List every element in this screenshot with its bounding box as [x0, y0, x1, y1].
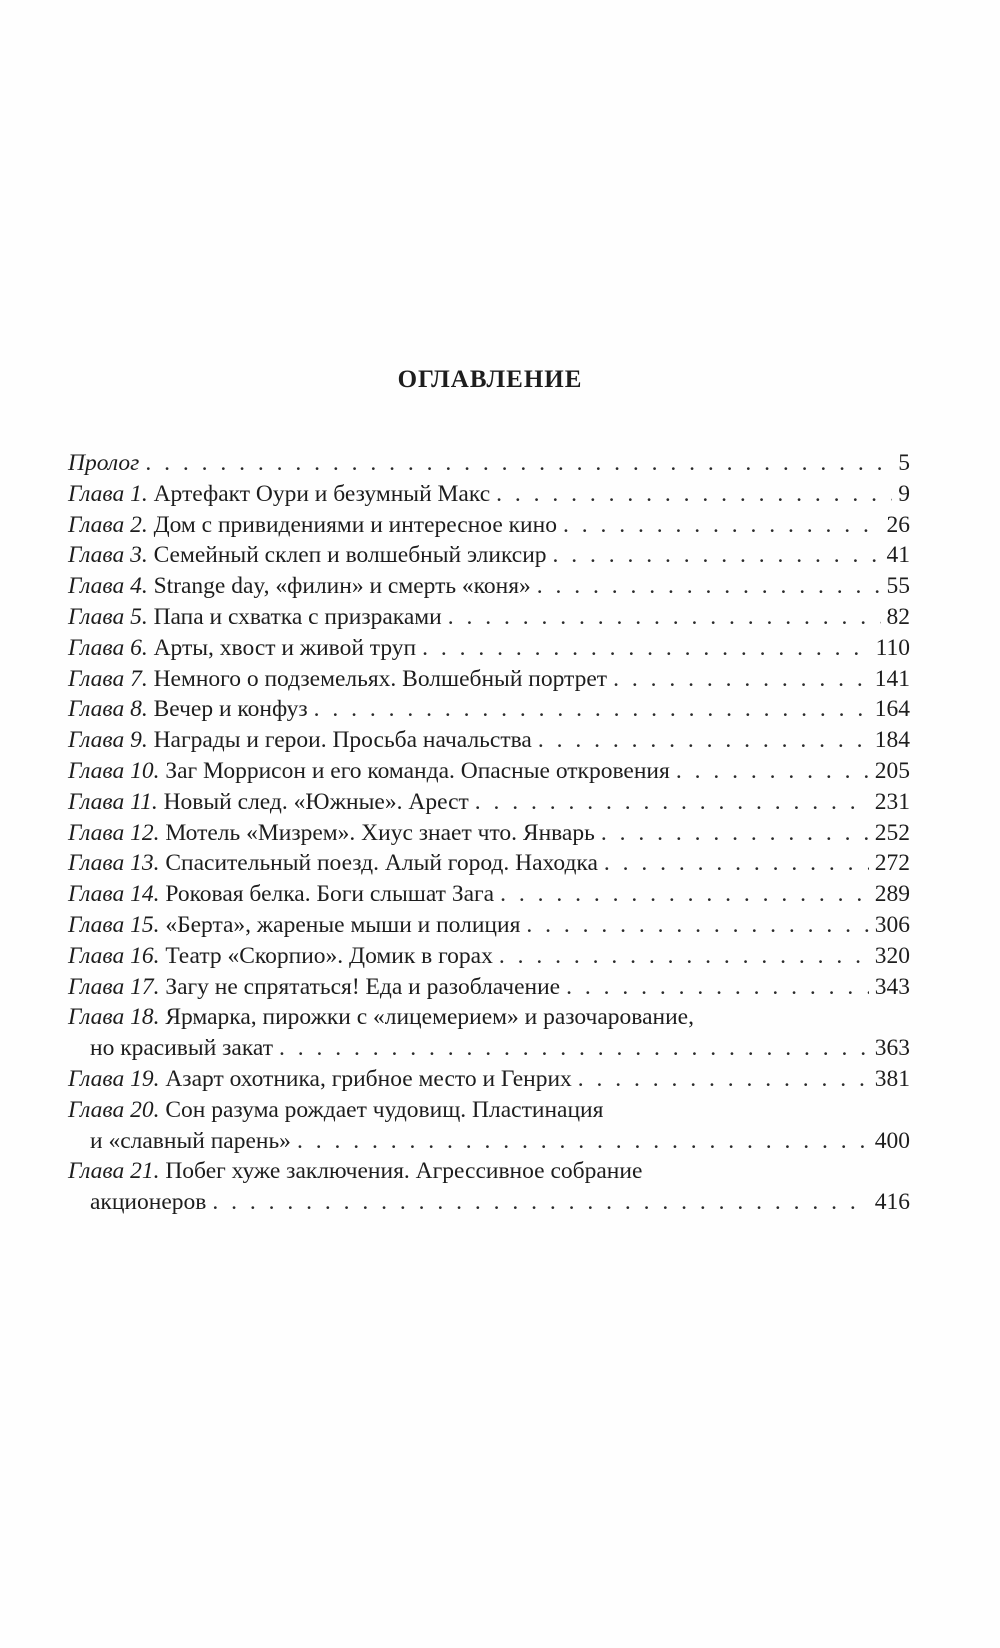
chapter-title-continuation: и «славный парень»	[90, 1127, 291, 1154]
toc-entry	[68, 818, 910, 849]
chapter-label: Глава 14.	[68, 881, 160, 908]
chapter-label: Глава 19.	[68, 1065, 160, 1092]
chapter-title: Артефакт Оури и безумный Макс	[153, 480, 491, 507]
chapter-title: Семейный склеп и волшебный эликсир	[153, 542, 547, 569]
chapter-title: Роковая белка. Боги слышат Зага	[165, 881, 495, 908]
page-number: 110	[875, 634, 910, 661]
chapter-label: Глава 17.	[68, 973, 160, 1000]
page-number: 164	[874, 696, 910, 723]
dot-leader	[604, 848, 869, 879]
toc-entry	[68, 510, 910, 541]
toc-entry	[68, 787, 910, 818]
chapter-title: Вечер и конфуз	[153, 696, 308, 723]
page-number: 252	[874, 819, 910, 846]
chapter-title: Побег хуже заключения. Агрессивное собрание	[165, 1158, 643, 1185]
dot-leader	[314, 694, 869, 725]
chapter-title: Награды и герои. Просьба начальства	[153, 727, 532, 754]
page-number: 231	[874, 788, 910, 815]
chapter-title: Ярмарка, пирожки с «лицемерием» и разочарование,	[165, 1004, 694, 1031]
toc-entry	[68, 633, 910, 664]
chapter-title: Новый след. «Южные». Арест	[163, 788, 469, 815]
chapter-label: Глава 21.	[68, 1158, 160, 1185]
chapter-label: Глава 20.	[68, 1096, 160, 1123]
chapter-label: Глава 5.	[68, 603, 148, 630]
chapter-title: Театр «Скорпио». Домик в горах	[165, 942, 493, 969]
chapter-title: Дом с привидениями и интересное кино	[153, 511, 557, 538]
toc-entry	[68, 664, 910, 695]
chapter-label: Глава 15.	[68, 911, 160, 938]
chapter-title: Заг Моррисон и его команда. Опасные откровения	[165, 757, 670, 784]
chapter-label: Глава 3.	[68, 542, 148, 569]
chapter-label: Глава 4.	[68, 573, 148, 600]
toc-entry	[68, 540, 910, 571]
dot-leader	[563, 510, 881, 541]
chapter-label: Глава 11.	[68, 788, 158, 815]
toc-entry	[68, 910, 910, 941]
dot-leader	[537, 571, 881, 602]
chapter-title: Strange day, «филин» и смерть «коня»	[153, 573, 531, 600]
chapter-title: Арты, хвост и живой труп	[153, 634, 417, 661]
chapter-label: Глава 9.	[68, 727, 148, 754]
page-number: 306	[874, 911, 910, 938]
dot-leader	[553, 540, 881, 571]
page-number: 320	[874, 942, 910, 969]
dot-leader	[212, 1187, 868, 1218]
chapter-label: Глава 18.	[68, 1004, 160, 1031]
chapter-title: Азарт охотника, грибное место и Генрих	[165, 1065, 572, 1092]
page-number: 184	[874, 727, 910, 754]
page-number: 416	[874, 1189, 910, 1216]
dot-leader	[538, 725, 869, 756]
dot-leader	[500, 879, 869, 910]
toc-entry	[68, 941, 910, 972]
chapter-label: Глава 7.	[68, 665, 148, 692]
chapter-label: Глава 2.	[68, 511, 148, 538]
dot-leader	[145, 448, 892, 479]
page-number: 26	[886, 511, 910, 538]
toc-entry	[68, 756, 910, 787]
toc-entry	[68, 725, 910, 756]
page-number: 141	[874, 665, 910, 692]
chapter-label: Глава 10.	[68, 757, 160, 784]
dot-leader	[499, 941, 869, 972]
chapter-label: Глава 1.	[68, 480, 148, 507]
toc-entry	[68, 1064, 910, 1095]
toc-entry	[68, 479, 910, 510]
page-number: 9	[898, 480, 910, 507]
toc-entry	[68, 1002, 910, 1064]
page-number: 381	[874, 1065, 910, 1092]
toc-entry	[68, 848, 910, 879]
page-number: 400	[874, 1127, 910, 1154]
toc-entry	[68, 694, 910, 725]
chapter-title-continuation: акционеров	[90, 1189, 207, 1216]
dot-leader	[422, 633, 869, 664]
chapter-label: Глава 12.	[68, 819, 160, 846]
dot-leader	[496, 479, 892, 510]
page-number: 289	[874, 881, 910, 908]
page-title: ОГЛАВЛЕНИЕ	[397, 366, 583, 393]
chapter-title: Немного о подземельях. Волшебный портрет	[153, 665, 608, 692]
toc-entry	[68, 571, 910, 602]
dot-leader	[601, 818, 869, 849]
chapter-label: Глава 8.	[68, 696, 148, 723]
page-number: 363	[874, 1035, 910, 1062]
dot-leader	[475, 787, 869, 818]
toc-entry	[68, 602, 910, 633]
page-number: 5	[898, 450, 910, 476]
page-number: 343	[874, 973, 910, 1000]
toc-entry	[68, 448, 910, 479]
chapter-label: Глава 13.	[68, 850, 160, 877]
toc-entry	[68, 972, 910, 1003]
chapter-label: Пролог	[68, 450, 140, 476]
chapter-title: «Берта», жареные мыши и полиция	[165, 911, 521, 938]
chapter-title: Сон разума рождает чудовищ. Пластинация	[165, 1096, 604, 1123]
chapter-title: Мотель «Мизрем». Хиус знает что. Январь	[165, 819, 595, 846]
chapter-label: Глава 6.	[68, 634, 148, 661]
toc-entry	[68, 1095, 910, 1157]
dot-leader	[578, 1064, 869, 1095]
chapter-title: Спасительный поезд. Алый город. Находка	[165, 850, 598, 877]
page-number: 55	[886, 573, 910, 600]
chapter-label: Глава 16.	[68, 942, 160, 969]
dot-leader	[526, 910, 868, 941]
page-number: 82	[886, 603, 910, 630]
chapter-title: Загу не спрятаться! Еда и разоблачение	[165, 973, 561, 1000]
page-number: 205	[874, 757, 910, 784]
dot-leader	[676, 756, 869, 787]
page-number: 41	[886, 542, 910, 569]
table-of-contents	[68, 448, 910, 1218]
dot-leader	[448, 602, 881, 633]
dot-leader	[297, 1126, 869, 1157]
chapter-title: Папа и схватка с призраками	[153, 603, 442, 630]
toc-entry	[68, 1156, 910, 1218]
toc-entry	[68, 879, 910, 910]
chapter-title-continuation: но красивый закат	[90, 1035, 274, 1062]
dot-leader	[566, 972, 869, 1003]
page-number: 272	[874, 850, 910, 877]
dot-leader	[279, 1033, 869, 1064]
dot-leader	[613, 664, 869, 695]
